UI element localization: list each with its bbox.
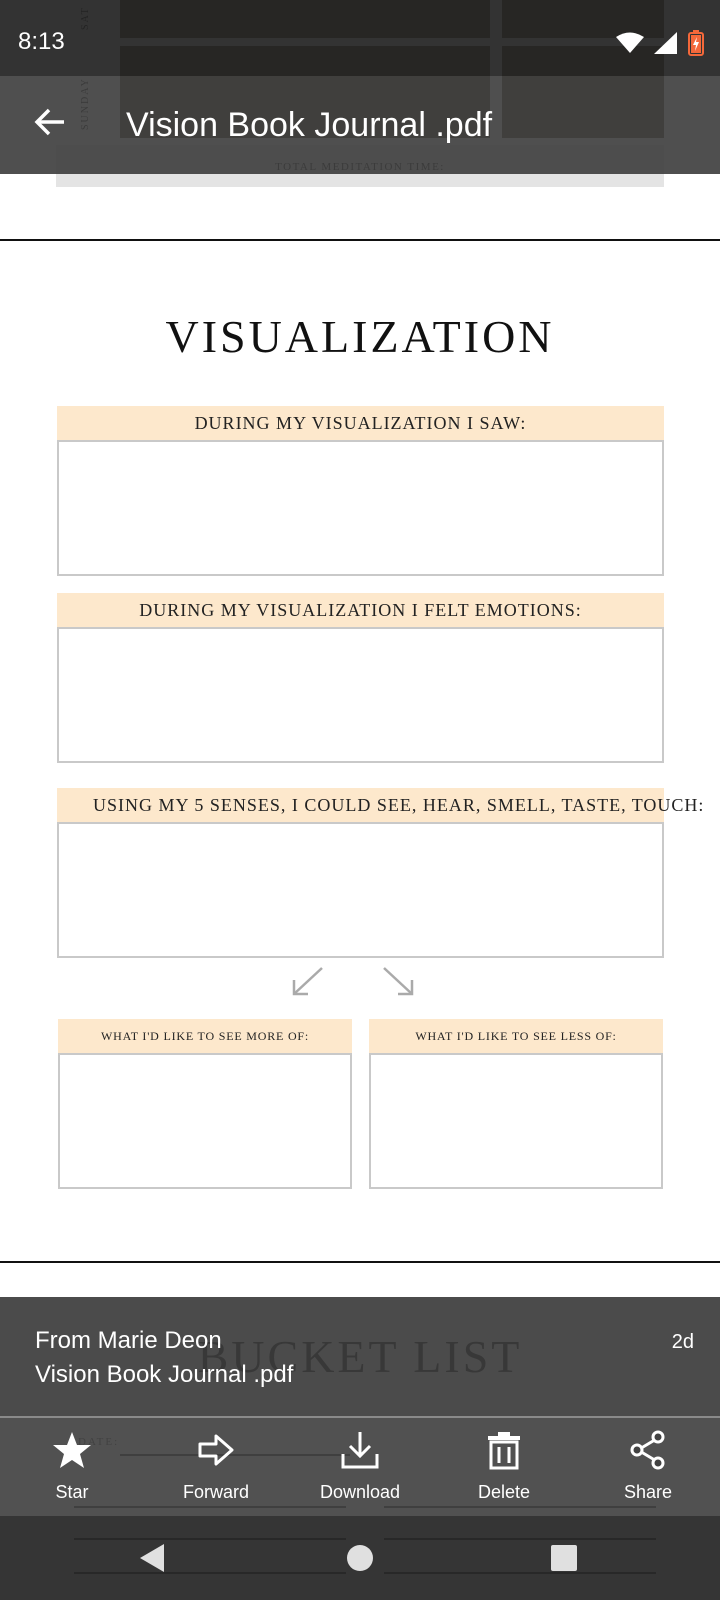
arrow-down-left-icon <box>288 964 328 1000</box>
star-button[interactable] <box>12 1418 132 1516</box>
sender-label: From Marie Deon <box>35 1327 222 1354</box>
section-heading-felt: DURING MY VISUALIZATION I FELT EMOTIONS: <box>57 593 664 627</box>
page-divider <box>0 1261 720 1263</box>
share-icon <box>628 1430 668 1470</box>
arrow-down-right-icon <box>380 964 420 1000</box>
attachment-filename: Vision Book Journal .pdf <box>35 1361 294 1388</box>
status-bar <box>0 0 720 76</box>
share-label: Share <box>623 1482 673 1502</box>
star-label: Star <box>55 1482 89 1502</box>
forward-label: Forward <box>182 1482 249 1502</box>
home-circle-icon <box>346 1544 374 1572</box>
battery-charging-icon <box>688 30 704 56</box>
saw-writing-box[interactable] <box>57 440 664 576</box>
nav-back-button[interactable] <box>130 1536 174 1580</box>
wifi-icon <box>616 32 644 54</box>
forward-arrow-icon <box>196 1430 236 1470</box>
back-triangle-icon <box>138 1543 166 1573</box>
star-icon <box>52 1430 92 1470</box>
attachment-age: 2d <box>671 1331 694 1353</box>
section-heading-saw: DURING MY VISUALIZATION I SAW: <box>57 406 664 440</box>
senses-writing-box[interactable] <box>57 822 664 958</box>
download-button[interactable] <box>300 1418 420 1516</box>
download-icon <box>340 1430 380 1470</box>
status-icons <box>616 30 704 56</box>
document-title: Vision Book Journal .pdf <box>126 106 493 144</box>
download-label: Download <box>319 1482 401 1502</box>
system-nav-bar <box>0 1516 720 1600</box>
app-bar <box>0 76 720 174</box>
delete-button[interactable] <box>444 1418 564 1516</box>
share-button[interactable] <box>588 1418 708 1516</box>
more-of-box[interactable] <box>58 1053 352 1189</box>
less-of-box[interactable] <box>369 1053 663 1189</box>
recents-square-icon <box>550 1544 578 1572</box>
delete-label: Delete <box>477 1482 531 1502</box>
page-divider <box>0 239 720 241</box>
status-time: 8:13 <box>18 28 65 55</box>
signal-icon <box>654 32 678 54</box>
more-of-heading: WHAT I'D LIKE TO SEE MORE OF: <box>58 1019 352 1053</box>
visualization-title: VISUALIZATION <box>165 311 555 362</box>
attachment-info-panel <box>0 1297 720 1417</box>
trash-icon <box>484 1430 524 1470</box>
forward-button[interactable] <box>156 1418 276 1516</box>
felt-writing-box[interactable] <box>57 627 664 763</box>
nav-recents-button[interactable] <box>542 1536 586 1580</box>
action-bar <box>0 1418 720 1516</box>
less-of-heading: WHAT I'D LIKE TO SEE LESS OF: <box>369 1019 663 1053</box>
back-button[interactable] <box>26 98 74 146</box>
back-arrow-icon <box>34 108 66 136</box>
section-heading-senses: USING MY 5 SENSES, I COULD SEE, HEAR, SMELL, TASTE, TOUCH: <box>93 795 705 815</box>
nav-home-button[interactable] <box>338 1536 382 1580</box>
